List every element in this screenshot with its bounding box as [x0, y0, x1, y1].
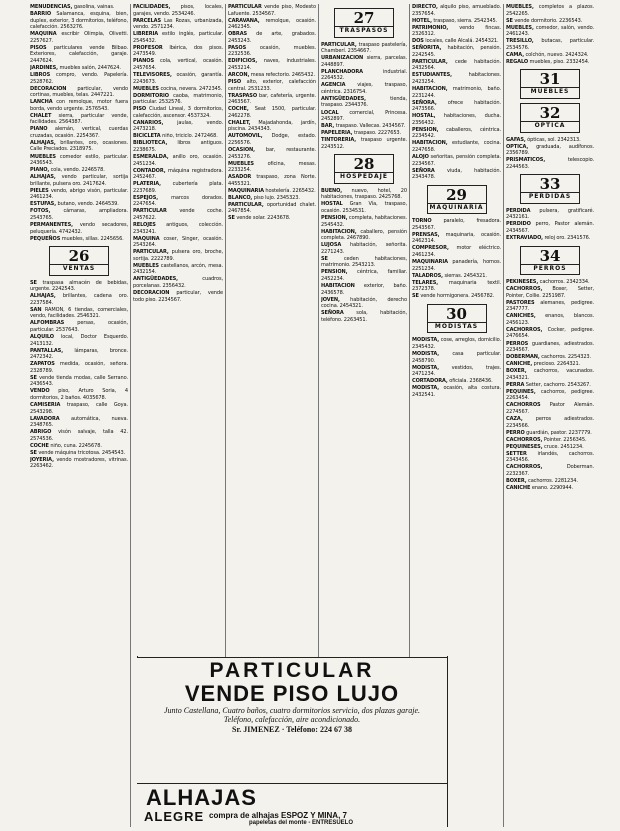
- section-number: 27: [353, 9, 375, 27]
- classified-ad: MUEBLES, comedor, salón, vendo. 2461243.: [506, 24, 594, 38]
- column-6: [506, 4, 594, 827]
- classified-ad: ABRIGO visón salvaje, talla 42. 2574536.: [30, 429, 128, 442]
- classified-ad: PERRO guardián, pastor. 2237779.: [506, 429, 592, 436]
- classified-ad: DECORACION particular, vende todo piso. 2234567.: [133, 289, 223, 303]
- classified-ad: ESTUDIANTES, habitaciones. 2423254.: [412, 72, 501, 86]
- classified-ad: SEÑORA sola, habitación, teléfono. 2263451.: [321, 310, 407, 323]
- classified-ad: CONTADOR, máquina registradora. 2452467.: [133, 167, 223, 181]
- classified-ad: PIANO alemán, vertical, cuerdas cruzadas, ocasión. 2254367.: [30, 126, 128, 139]
- ad-subheadline: VENDE PISO LUJO: [184, 681, 400, 706]
- classified-ad: HOSTAL, habitaciones, ducha. 2356432.: [412, 113, 501, 126]
- alhajas-text-1: compra de alhajas ESPOZ Y MINA, 7: [209, 811, 347, 820]
- classified-ad: PARTICULAR, pulsera oro, broche, sortija. 2222789.: [133, 249, 223, 262]
- classified-ad: CHALET, Majadahonda, jardín, piscina. 2434343.: [228, 119, 316, 133]
- section-title: PERDIDAS: [521, 192, 579, 201]
- classified-ad: URBANIZACION sierra, parcelas. 2448897.: [321, 55, 407, 68]
- section-number: 32: [539, 103, 561, 122]
- classified-ad: SE vende máquina tricotosa. 2454543.: [30, 449, 126, 456]
- classified-ad: SE ceden habitaciones, matrimonio. 2543213.: [321, 255, 407, 269]
- ad-contact: Sr. JIMENEZ · Teléfono: 224 67 38: [232, 725, 352, 734]
- classified-ad: SE traspasa almacén de bebidas, urgente. 2242543.: [30, 279, 128, 293]
- classified-ad: PASOS ocasión, muebles. 2232536.: [228, 44, 316, 58]
- classified-ad: PRENSAS, maquinaria, ocasión. 2462314.: [412, 231, 501, 245]
- section-header-ventas: [49, 246, 109, 276]
- section-title: HOSPEDAJE: [335, 172, 393, 181]
- section-title: MODISTAS: [428, 322, 486, 331]
- classified-ad: DORMITORIO caoba, matrimonio, particular. 2532576.: [133, 92, 223, 106]
- classified-ad: PENSION, céntrica, familiar. 2452234.: [321, 269, 407, 282]
- classified-ad: MUEBLES comedor estilo, particular. 2436543.: [30, 153, 128, 167]
- classified-ad: MAQUINA coser, Singer, ocasión. 2543264.: [133, 235, 223, 249]
- classified-ad: EDIFICIOS, naves, industriales. 2453214.: [228, 58, 316, 71]
- classified-ad: HABITACION, matrimonio, baño. 2231244.: [412, 86, 501, 99]
- classified-ad: BAR, traspaso. Vallecas. 2434567.: [321, 123, 406, 130]
- classified-ad: PARCELAS Las Rozas, urbanizada, vendo. 2571234.: [133, 17, 223, 31]
- classified-ad: PERDIDO perro, Pastor alemán. 2434567.: [506, 221, 594, 234]
- classified-ad: LAVADORA automática, nueva. 2348765.: [30, 415, 128, 429]
- classified-ad: TRASPASO bar, cafetería, urgente. 2463567.: [228, 92, 316, 106]
- section-header-hospedaje: [334, 154, 394, 184]
- display-ad-alhajas: [137, 783, 447, 827]
- classified-ad: CACHORROS, Doberman. 2232367.: [506, 464, 594, 477]
- classified-ad: BIBLIOTECA, libros antiguos. 2238675.: [133, 140, 223, 153]
- section-number: 30: [446, 304, 467, 323]
- classified-ad: REGALO muebles, piso. 2332454.: [506, 58, 590, 65]
- classified-ad: PIANOS cola, vertical, ocasión. 2457654.: [133, 58, 223, 71]
- classified-ad: COCHE niño, cuna. 2245678.: [30, 442, 102, 449]
- classified-ad: SE vende solar. 2243678.: [228, 215, 291, 222]
- ad-headline: PARTICULAR: [209, 659, 375, 682]
- classified-ad: OBRAS de arte, grabados. 2453243.: [228, 31, 316, 44]
- section-header-perros: [520, 246, 580, 276]
- classified-ad: HABITACION, estudiante, cocina. 2247658.: [412, 140, 501, 153]
- classified-ad: TELEVISORES, ocasión, garantía. 2243673.: [133, 71, 223, 85]
- classified-ad: DOS locales, calle Alcalá. 2454321.: [412, 38, 499, 45]
- classified-ad: PISO alto, exterior, calefacción central. 2531233.: [228, 79, 316, 92]
- classified-ad: ALOJO señoritas, pensión completa. 2234567.: [412, 154, 501, 167]
- classified-ad: CACHORROS Pastor Alemán. 2274567.: [506, 402, 594, 415]
- classified-ad: LIBRERIA estilo inglés, particular. 2545432.: [133, 31, 223, 44]
- section-title: VENTAS: [50, 264, 108, 273]
- section-number: 26: [68, 247, 90, 266]
- classified-ad: PERRA Setter, cachorro. 2543267.: [506, 381, 591, 388]
- classified-ad: PANTALLAS, lámparas, bronce. 2472342.: [30, 347, 128, 361]
- classified-ad: SE vende tienda modas, calle Serrano. 2436543.: [30, 374, 128, 388]
- classified-ad: ESMERALDA, anillo oro, ocasión. 2451234.: [133, 154, 223, 167]
- section-title: TRASPASOS: [335, 26, 393, 35]
- classified-ad: TORNO paralelo, fresadora. 2543567.: [412, 218, 501, 231]
- classified-ad: PEKINESES, cachorros. 2342334.: [506, 279, 590, 286]
- section-number: 33: [539, 175, 561, 194]
- classified-ad: BOXER, cachorros. 2281234.: [506, 477, 578, 484]
- classified-ad: GAFAS, ópticas, sol. 2342313.: [506, 136, 581, 143]
- classified-ad: PISOS particulares vende Bilbao. Exteriores, calefacción, garaje. 2447624.: [30, 44, 128, 64]
- column-rule: [503, 4, 504, 827]
- classified-ad: LIBROS compro, vendo. Papelería. 2528762.: [30, 71, 128, 85]
- classified-ad: PARTICULAR, oportunidad chalet. 2467854.: [228, 201, 316, 215]
- classified-ad: PLATERIA, cubertería plata. 2237689.: [133, 181, 223, 194]
- classified-ad: PISO Ciudad Lineal, 3 dormitorios, calefacción, ascensor. 4537324.: [133, 106, 223, 119]
- classified-ad: BARRIO Salamanca, esquina, bien, duplex, exterior, 3 dormitorios, teléfono, calefacción. 2563276.: [30, 11, 128, 31]
- classified-ad: PERROS guardianes, adiestrados. 2234567.: [506, 340, 594, 354]
- classified-ad: PERDIDA pulsera, gratificaré. 2432161.: [506, 207, 594, 221]
- classified-ad: TELARES, maquinaria textil. 2372378.: [412, 279, 501, 293]
- classified-ad: MUEBLES cocina, nevera. 2472345.: [133, 85, 223, 92]
- classified-ad: JOVEN, habitación, derecho cocina. 2454321.: [321, 296, 407, 310]
- ad-frame-right: [447, 656, 448, 827]
- classified-ad: MENUDENCIAS, gasolina, vainas.: [30, 4, 115, 10]
- classified-ad: ALHAJAS, brillantes, cadena oro. 2237584.: [30, 293, 128, 306]
- classified-ad: AUTOMOVIL, Dodge, estado. 2256576.: [228, 133, 316, 146]
- classified-ad: ALFOMBRAS persas, ocasión, particular. 2537643.: [30, 320, 128, 334]
- classified-ad: JOYERIA, vendo mostradores, vitrinas. 2263462.: [30, 456, 128, 470]
- classified-ad: TALADROS, sierras. 2454321.: [412, 272, 487, 279]
- classified-ad: EXTRAVIADO, reloj oro. 2341576.: [506, 234, 591, 241]
- classified-ad: PARTICULAR vende coche. 2457622.: [133, 208, 223, 221]
- classified-ad: LUJOSA habitación, señorita. 2271243.: [321, 242, 407, 255]
- classified-ad: HABITACION, caballero, pensión completa. 2467890.: [321, 228, 407, 242]
- classified-ad: SEÑORA, ofrece habitación. 2473566.: [412, 99, 501, 113]
- classified-ad: CANICHES, enanos, blancos. 2456123.: [506, 313, 594, 326]
- classified-ad: ALHAJAS, brillantes, oro, ocasiones. Calle Preciados. 2318975.: [30, 139, 128, 153]
- classified-ad: ASADOR traspaso, zona Norte. 4455321.: [228, 174, 316, 187]
- section-title: OPTICA: [521, 121, 579, 130]
- classified-ad: PARTICULAR, traspaso pastelería, Chamberí. 2354667.: [321, 41, 407, 55]
- classified-ad: PEQUINES, cachorros, pedigree. 2263454.: [506, 388, 594, 402]
- classified-ad: TRESILLO, butacas, particular. 2534576.: [506, 38, 594, 51]
- classified-ad: CANICHE, precioso. 2264321.: [506, 361, 581, 368]
- classified-ad: LOCAL comercial, Princesa. 2452897.: [321, 109, 407, 123]
- classified-ad: SAN RAMON, 6 tiendas, comerciales, vendo, facilidades. 2546321.: [30, 306, 128, 320]
- classified-ad: BOXER, cachorros, vacunados. 2434321.: [506, 368, 594, 381]
- classified-ad: PASTORES alemanes, pedigree. 2347777.: [506, 299, 594, 313]
- classified-ad: MAQUINA escribir Olimpia, Olivetti. 2257627.: [30, 31, 128, 44]
- column-1: [30, 4, 128, 827]
- section-header-muebles: [520, 69, 580, 99]
- classified-ad: CACHORROS, Boxer, Setter, Pointer, Collie. 2251987.: [506, 286, 594, 299]
- classified-ad: CACHORROS, Cocker, pedigree. 2476654.: [506, 326, 594, 340]
- classified-ad: TINTORERIA, traspaso urgente. 2243512.: [321, 137, 407, 150]
- classified-ad: PAPELERIA, traspaso. 2227653.: [321, 130, 402, 137]
- classified-ad: CANARIOS, jaulas, vendo. 2473218.: [133, 119, 223, 133]
- classified-ad: BUENO, nuevo, hotel, 20 habitaciones, traspaso. 2425768.: [321, 187, 407, 201]
- classified-ad: MODISTA, ocasión, alta costura. 2432541.: [412, 385, 501, 398]
- classified-ad: COMPRESOR, motor eléctrico. 2461234.: [412, 245, 501, 258]
- section-title: MUEBLES: [521, 87, 579, 96]
- classified-ad: ZAPATOS medida, ocasión, señora. 2328789.: [30, 361, 128, 374]
- classified-ad: CHALET sierra, particular vende, facilidades. 2564387.: [30, 112, 128, 126]
- classified-ad: FACILIDADES, pisos, locales, garajes, vendo. 2534246.: [133, 4, 223, 17]
- classified-ad: PARTICULAR vende piso, Modesto Lafuente. 2534567.: [228, 4, 316, 17]
- section-title: PERROS: [521, 264, 579, 273]
- classified-ad: PIELES vendo, abrigo visón, particular. 2461234.: [30, 187, 128, 201]
- section-header-optica: [520, 103, 580, 133]
- classified-ad: PATRIMONIO, vendo fincas. 2326312.: [412, 24, 501, 38]
- classified-ad: BICICLETA niño, triciclo. 2472468.: [133, 133, 218, 140]
- classified-ad: CANICHE enano. 2290944.: [506, 484, 574, 491]
- classified-ad: PRISMATICOS, telescopio. 2244563.: [506, 157, 594, 170]
- classified-ad: SEÑORA viuda, habitación. 2343478.: [412, 167, 501, 181]
- classified-ad: ESTUFAS, butano, vendo. 2464539.: [30, 201, 119, 208]
- column-rule: [130, 4, 131, 827]
- classified-ad: MUEBLES, completos a plazos. 2542265.: [506, 4, 594, 17]
- classified-ad: PEQUINESES, cruce. 2451234.: [506, 443, 584, 450]
- classified-ad: OCASION, bar, restaurante. 2453276.: [228, 146, 316, 160]
- classified-ad: CAMISERIA traspaso, calle Goya. 2543298.: [30, 402, 128, 415]
- alhajas-title: ALHAJAS: [146, 785, 257, 810]
- classified-ad: DIRECTO, alquilo piso, amueblado. 2357654.: [412, 4, 501, 17]
- section-number: 29: [446, 185, 467, 204]
- alhajas-text-2: papeletas del monte - ENTRESUELO: [249, 820, 354, 826]
- classified-ad: MUEBLES oficina, mesas. 2233254.: [228, 160, 316, 174]
- classified-ad: MAQUINARIA panadería, hornos. 2251234.: [412, 259, 501, 272]
- classified-ad: PENSION, caballeros, céntrica. 2234542.: [412, 126, 501, 140]
- classified-ad: PIANO, cola, vendo. 2246578.: [30, 167, 105, 174]
- classified-ad: PROFESOR Ibérica, dos pisos. 2473549.: [133, 44, 223, 58]
- classified-ad: HOSTAL Gran Vía, traspaso, ocasión. 2534531.: [321, 201, 407, 214]
- classified-ad: PERMANENTES, vendo secadores, peluquería. 4742432.: [30, 222, 128, 235]
- section-number: 28: [353, 155, 375, 174]
- classified-ad: ALHAJAS, vendo particular, sortija brillante, pulsera oro. 2417624.: [30, 174, 128, 187]
- classified-ad: HOTEL, traspaso, sierra. 2542345.: [412, 17, 498, 24]
- classified-ad: SEÑORITA, habitación, pensión. 2242545.: [412, 45, 501, 58]
- section-number: 31: [539, 70, 561, 89]
- classified-ad: SE vende hormigonera. 2456782.: [412, 293, 495, 300]
- classified-ad: CAZA, perros adiestrados. 2234566.: [506, 416, 594, 429]
- classified-ad: PEQUEÑOS muebles, sillas. 2245656.: [30, 235, 124, 242]
- classified-ad: MODISTA, vestidos, trajes. 2471234.: [412, 364, 501, 378]
- classified-ad: MAQUINARIA hostelería. 2265432.: [228, 187, 316, 194]
- classified-ad: ANTIGÜEDADES, cuadros, porcelanas. 2356432.: [133, 276, 223, 289]
- display-ad-piso-lujo: [137, 657, 447, 783]
- ad-description: Junto Castellana, Cuatro baños, cuatro dormitorios servicio, dos plazas garaje. Teléfono, calefacción, aire acondicionado.: [163, 706, 421, 724]
- classified-ad: CACHORROS, Pointer. 2256345.: [506, 436, 587, 443]
- classified-ad: LANCHA con remolque, motor fuera borda, vendo urgente. 2576543.: [30, 99, 128, 112]
- classified-ad: MODISTA, casa particular. 2458790.: [412, 350, 501, 364]
- section-header-modistas: [427, 304, 487, 334]
- classified-ad: FOTOS, cámaras, ampliadora. 2543765.: [30, 208, 128, 221]
- classified-ad: MODISTA, cose, arreglos, domicilio. 2345432.: [412, 337, 501, 350]
- classified-ad: ALQUILO local, Doctor Esquerdo. 2413132.: [30, 334, 128, 347]
- classified-ad: PARTICULAR, cede habitación. 2432564.: [412, 58, 501, 72]
- classified-ad: ARCON, mesa refectorio. 2465432.: [228, 71, 315, 78]
- section-number: 34: [539, 246, 561, 265]
- classified-ad: VENDO piso, Arturo Soria, 4 dormitorios, 2 baños. 4035678.: [30, 388, 128, 401]
- classified-ad: HABITACION exterior, baño. 2436578.: [321, 283, 407, 296]
- section-header-traspasos: [334, 8, 394, 38]
- classified-ad: AGENCIA viajes, traspaso, céntrica. 2316754.: [321, 82, 407, 95]
- classified-ad: MUEBLES castellanos, arcón, mesa. 2432154.: [133, 262, 223, 276]
- section-header-perdidas: [520, 174, 580, 204]
- classified-ad: RELOJES antiguos, colección. 2343241.: [133, 222, 223, 235]
- classified-ad: JARDINES, muebles salón, 2447624.: [30, 64, 121, 71]
- section-header-maquinaria: [427, 185, 487, 215]
- classified-ad: PLANCHADORA industrial. 2264532.: [321, 68, 407, 82]
- alhajas-brand: ALEGRE: [144, 809, 205, 824]
- classified-ad: CAMA, colchón, nuevo. 2424324.: [506, 51, 589, 58]
- classified-ad: BLANCO, piso lujo. 2345323.: [228, 194, 300, 201]
- classified-ad: ESPEJOS, marcos dorados. 2247654.: [133, 194, 223, 208]
- classified-ad: SETTER irlandés, cachorros. 2343456.: [506, 450, 594, 464]
- classified-ad: DOBERMAN, cachorros. 2254323.: [506, 354, 592, 361]
- classified-ad: CARAVANA, remolque, ocasión. 2462345.: [228, 17, 316, 31]
- classified-ad: SE vende dormitorio. 2236543.: [506, 17, 583, 24]
- section-title: MAQUINARIA: [428, 203, 486, 212]
- classified-ad: OPTICA, graduada, audífonos. 2356789.: [506, 143, 594, 157]
- classified-ad: COCHE, Seat 1500, particular. 2462278.: [228, 106, 316, 119]
- classified-ad: PENSION, completa, habitaciones. 2545432.: [321, 215, 407, 228]
- classified-ad: ANTIGÜEDADES, tienda, traspaso. 2344376.: [321, 95, 407, 109]
- classified-ad: CORTADORA, oficiala. 2368436.: [412, 378, 493, 385]
- classified-ad: DECORACION particular, vendo cortinas, muebles, telas. 2447221.: [30, 85, 128, 99]
